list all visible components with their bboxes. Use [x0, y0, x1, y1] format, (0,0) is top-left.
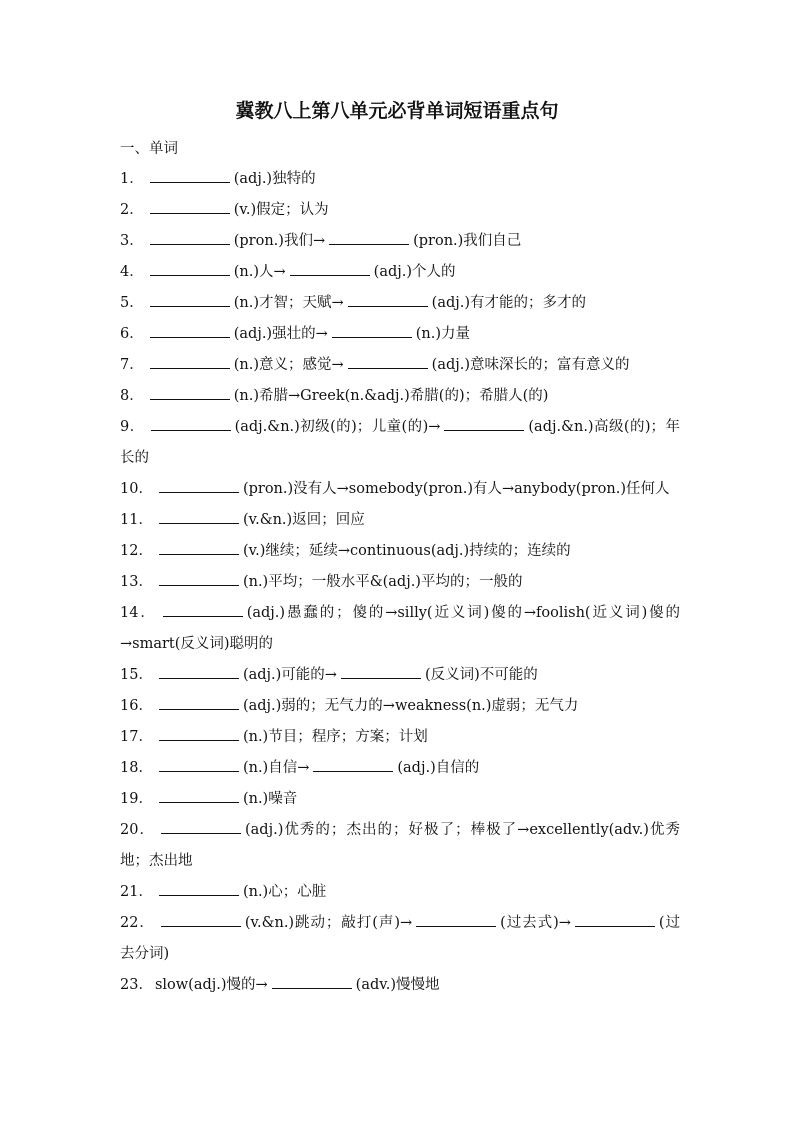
answer-blank[interactable] — [150, 169, 230, 183]
item-text: (n.)人→ — [233, 264, 286, 280]
list-item — [120, 753, 680, 784]
list-item — [120, 288, 680, 319]
item-number: 21． — [120, 884, 153, 900]
item-text: (v.)继续；延续→continuous(adj.)持续的；连续的 — [242, 543, 571, 559]
item-text: (adj.)意味深长的；富有意义的 — [431, 357, 630, 373]
answer-blank[interactable] — [575, 913, 655, 927]
item-text: (n.)力量 — [415, 326, 470, 342]
answer-blank[interactable] — [159, 882, 239, 896]
item-number: 9． — [120, 419, 145, 435]
item-number: 23． — [120, 977, 153, 993]
item-number: 7． — [120, 357, 144, 373]
item-text: (adj.)个人的 — [373, 264, 456, 280]
item-number: 22． — [120, 915, 155, 931]
list-item — [120, 970, 680, 1001]
list-item — [120, 195, 680, 226]
answer-blank[interactable] — [150, 324, 230, 338]
item-text: (adv.)慢慢地 — [355, 977, 440, 993]
item-number: 12． — [120, 543, 153, 559]
answer-blank[interactable] — [329, 231, 409, 245]
item-number: 4． — [120, 264, 144, 280]
item-number: 5． — [120, 295, 144, 311]
answer-blank[interactable] — [416, 913, 496, 927]
answer-blank[interactable] — [150, 231, 230, 245]
list-item — [120, 784, 680, 815]
answer-blank[interactable] — [290, 262, 370, 276]
item-number: 10． — [120, 481, 153, 497]
item-number: 18． — [120, 760, 153, 776]
list-item — [120, 722, 680, 753]
list-item — [120, 505, 680, 536]
item-text: (v.&n.)返回；回应 — [242, 512, 365, 528]
item-text: (n.)平均；一般水平&(adj.)平均的；一般的 — [242, 574, 523, 590]
answer-blank[interactable] — [348, 355, 428, 369]
item-text: (pron.)我们自己 — [413, 233, 522, 249]
item-text: (反义词)不可能的 — [424, 667, 538, 683]
item-text: (v.)假定；认为 — [233, 202, 329, 218]
answer-blank[interactable] — [159, 758, 239, 772]
item-number: 2． — [120, 202, 144, 218]
answer-blank[interactable] — [150, 200, 230, 214]
answer-blank[interactable] — [444, 417, 524, 431]
item-text: (过去分词) — [120, 915, 680, 962]
item-number: 16． — [120, 698, 153, 714]
answer-blank[interactable] — [159, 479, 239, 493]
list-item — [120, 226, 680, 257]
item-text: (adj.)弱的；无气力的→weakness(n.)虚弱；无气力 — [242, 698, 579, 714]
answer-blank[interactable] — [163, 603, 243, 617]
item-text: (n.)意义；感觉→ — [233, 357, 344, 373]
item-number: 14． — [120, 605, 157, 621]
list-item — [120, 536, 680, 567]
list-item — [120, 877, 680, 908]
answer-blank[interactable] — [341, 665, 421, 679]
item-number: 11． — [120, 512, 153, 528]
item-text: slow(adj.)慢的→ — [154, 977, 268, 993]
answer-blank[interactable] — [313, 758, 393, 772]
item-number: 17． — [120, 729, 153, 745]
item-text: (n.)噪音 — [242, 791, 298, 807]
list-item — [120, 164, 680, 195]
answer-blank[interactable] — [150, 355, 230, 369]
page-title: 冀教八上第八单元必背单词短语重点句 — [235, 100, 559, 122]
item-text: (adj.)自信的 — [397, 760, 480, 776]
item-text: (adj.)有才能的；多才的 — [431, 295, 587, 311]
item-text: (n.)节目；程序；方案；计划 — [242, 729, 428, 745]
answer-blank[interactable] — [150, 386, 230, 400]
item-text: (adj.)优秀的；杰出的；好极了；棒极了→excellently(adv.)优秀地；杰出地 — [120, 822, 680, 869]
answer-blank[interactable] — [159, 541, 239, 555]
answer-blank[interactable] — [151, 417, 231, 431]
item-number: 1． — [120, 171, 144, 187]
list-item — [120, 257, 680, 288]
item-text: (n.)自信→ — [242, 760, 310, 776]
list-item — [120, 908, 680, 970]
list-item — [120, 598, 680, 660]
item-text: (pron.)没有人→somebody(pron.)有人→anybody(pron.)任何人 — [242, 481, 670, 497]
answer-blank[interactable] — [150, 262, 230, 276]
answer-blank[interactable] — [161, 820, 241, 834]
item-text: (过去式)→ — [500, 915, 571, 931]
item-number: 3． — [120, 233, 144, 249]
list-item — [120, 691, 680, 722]
answer-blank[interactable] — [159, 727, 239, 741]
item-number: 15． — [120, 667, 153, 683]
item-number: 6． — [120, 326, 144, 342]
item-number: 20． — [120, 822, 155, 838]
item-text: (n.)才智；天赋→ — [233, 295, 344, 311]
answer-blank[interactable] — [272, 975, 352, 989]
answer-blank[interactable] — [159, 696, 239, 710]
answer-blank[interactable] — [150, 293, 230, 307]
answer-blank[interactable] — [159, 665, 239, 679]
list-item — [120, 474, 680, 505]
list-item — [120, 412, 680, 474]
section-heading: 一、单词 — [120, 141, 178, 157]
item-number: 13． — [120, 574, 153, 590]
item-text: (adj.)强壮的→ — [233, 326, 328, 342]
list-item — [120, 815, 680, 877]
answer-blank[interactable] — [159, 789, 239, 803]
list-item — [120, 319, 680, 350]
answer-blank[interactable] — [348, 293, 428, 307]
answer-blank[interactable] — [159, 572, 239, 586]
item-text: (adj.)可能的→ — [242, 667, 337, 683]
answer-blank[interactable] — [332, 324, 412, 338]
item-text: (adj.&n.)高级(的)；年长的 — [120, 419, 680, 466]
list-item — [120, 660, 680, 691]
vocabulary-list — [120, 164, 680, 1001]
item-number: 8． — [120, 388, 144, 404]
item-text: (n.)希腊→Greek(n.&adj.)希腊(的)；希腊人(的) — [233, 388, 549, 404]
answer-blank[interactable] — [159, 510, 239, 524]
list-item — [120, 350, 680, 381]
item-text: (adj.&n.)初级(的)；儿童(的)→ — [234, 419, 441, 435]
item-text: (v.&n.)跳动；敲打(声)→ — [244, 915, 413, 931]
item-text: (adj.)独特的 — [233, 171, 316, 187]
list-item — [120, 381, 680, 412]
item-text: (n.)心；心脏 — [242, 884, 327, 900]
item-text: (adj.)愚蠢的；傻的→silly(近义词)傻的→foolish(近义词)傻的→smart(反义词)聪明的 — [120, 605, 681, 652]
item-number: 19． — [120, 791, 153, 807]
list-item — [120, 567, 680, 598]
item-text: (pron.)我们→ — [233, 233, 326, 249]
answer-blank[interactable] — [161, 913, 241, 927]
